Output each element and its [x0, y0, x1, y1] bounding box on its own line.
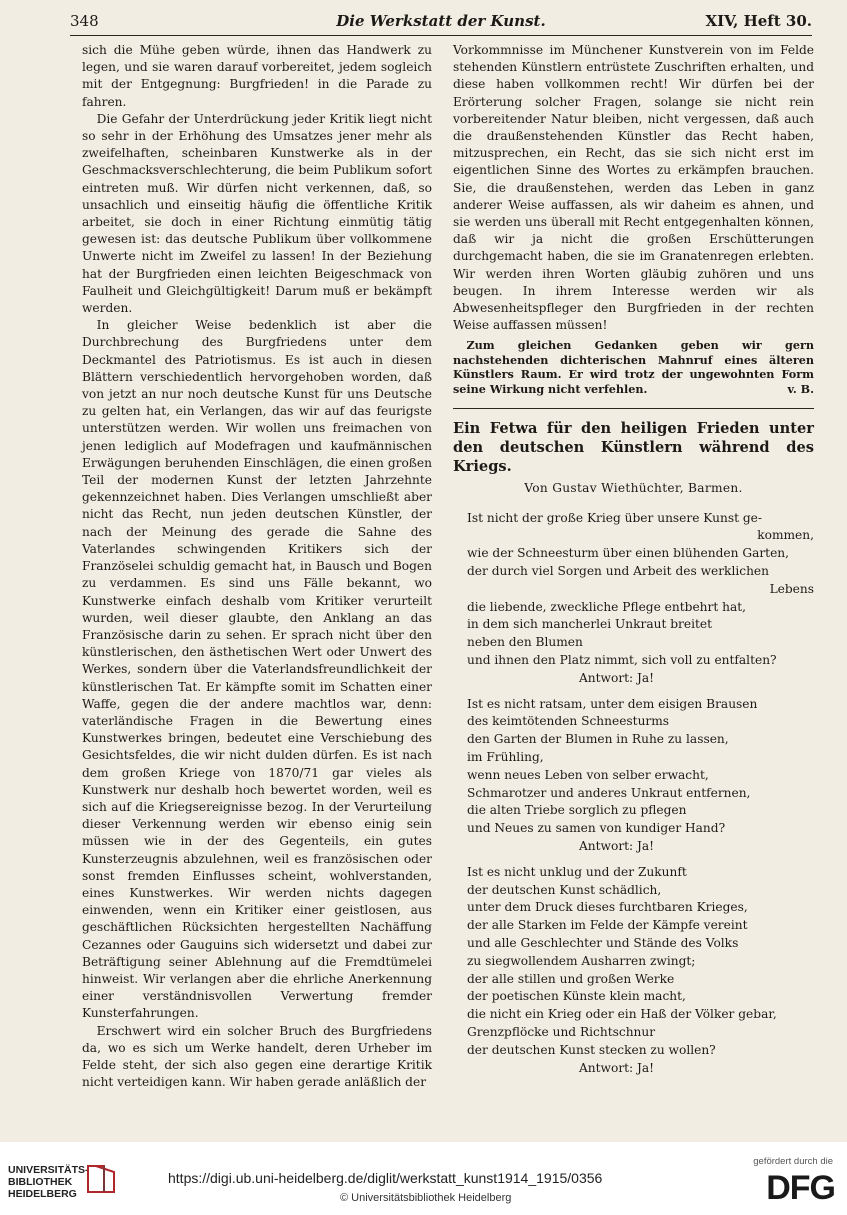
- poem-line: und alle Geschlechter und Stände des Volks: [467, 935, 739, 950]
- poem-line: die liebende, zweckliche Pflege entbehrt hat,: [467, 599, 746, 614]
- copyright-text: © Universitätsbibliothek Heidelberg: [340, 1192, 512, 1204]
- poem-line: Lebens: [769, 581, 814, 596]
- poem-line: Ist es nicht unklug und der Zukunft: [467, 864, 687, 879]
- poem-stanza: [453, 510, 814, 688]
- page-number: 348: [70, 12, 99, 30]
- poem-answer: Antwort: Ja!: [579, 839, 655, 853]
- poem-line: und ihnen den Platz nimmt, sich voll zu entfalten?: [467, 653, 777, 668]
- poem-line: Schmarotzer und anderes Unkraut entfernen,: [467, 785, 751, 800]
- viewer-footer: [0, 1142, 847, 1215]
- running-header: [70, 10, 812, 32]
- poem-line: des keimtötenden Schneesturms: [467, 714, 670, 729]
- note-signature: v. B.: [787, 381, 814, 396]
- poem-answer: Antwort: Ja!: [579, 670, 655, 685]
- poem-line: kommen,: [757, 528, 814, 543]
- poem-line: der durch viel Sorgen und Arbeit des werklichen: [467, 564, 769, 579]
- poem-line: der deutschen Kunst stecken zu wollen?: [467, 1042, 716, 1057]
- section-divider: [453, 408, 814, 409]
- paragraph: Vorkommnisse im Münchener Kunstverein von im Felde stehenden Künstlern entrüstete Zuschriften erhalten, und diese haben vollkommen recht! Wir dürfen bei der Erörterung solcher Fragen, solange sie nicht rein vorbereitender Natur bleiben, nicht vergessen, daß auch die draußenstehenden Künstler das Recht haben, mitzusprechen, ein Recht, das sie sich nicht erst im eigentlichen Sinne des Wortes zu erkämpfen brauchen. Sie, die draußenstehen, werden das Leben in ganz anderer Weise auffassen, als wir daheim es ahnen, und sie werden uns überall mit Recht entgegenhalten können, daß wir ja nicht die großen Erschütterungen durchgemacht haben, die sie im Granatenregen erlebten. Wir werden ihren Worten gläubig zuhören und uns beugen. In ihrem Interesse werden wir als Abwesenheitspfleger den Burgfrieden in der rechten Weise auffassen müssen!: [453, 43, 814, 333]
- poem-line: Ist es nicht ratsam, unter dem eisigen Brausen: [467, 696, 758, 711]
- poem-line: die alten Triebe sorglich zu pflegen: [467, 803, 687, 818]
- library-logo-icon: [86, 1162, 118, 1196]
- editor-note: [453, 338, 814, 396]
- page-url-link[interactable]: https://digi.ub.uni-heidelberg.de/diglit/werkstatt_kunst1914_1915/0356: [168, 1170, 603, 1186]
- issue-label: XIV, Heft 30.: [705, 12, 812, 30]
- poem-line: und Neues zu samen von kundiger Hand?: [467, 821, 726, 836]
- poem-stanza: [453, 864, 814, 1078]
- poem-line: wie der Schneesturm über einen blühenden Garten,: [467, 546, 790, 561]
- poem-line: Grenzpflöcke und Richtschnur: [467, 1024, 656, 1039]
- funding-caption: gefördert durch die: [753, 1156, 833, 1167]
- paragraph: Die Gefahr der Unterdrückung jeder Kritik liegt nicht so sehr in der Erhöhung des Umsatzes jener mehr als zweifelhaften, scheinbaren Kunstwerke als in der Geschmacksverschlechterung, die beim Publikum sofort eintreten muß. Wir dürfen nicht verkennen, daß, so unsachlich und einseitig häufig die öffentliche Kritik arbeitet, sie doch in einer Richtung einmütig tätig gewesen ist: das deutsche Publikum über vollkommene Unwerte nicht im Zweifel zu lassen! In der Beziehung hat der Burgfrieden einen leichten Beigeschmack von Faulheit und Gleichgültigkeit! Darum muß er bekämpft werden.: [82, 111, 432, 316]
- right-column: [453, 42, 814, 1085]
- poem-line: in dem sich mancherlei Unkraut breitet: [467, 617, 712, 632]
- poem-line: die nicht ein Krieg oder ein Haß der Völker gebar,: [467, 1007, 777, 1022]
- header-rule: [70, 35, 812, 36]
- poem-line: der poetischen Künste klein macht,: [467, 989, 686, 1004]
- note-text: Zum gleichen Gedanken geben wir gern nachstehenden dichterischen Mahnruf eines älteren Künstlers Raum. Er wird trotz der ungewohnten Form seine Wirkung nicht verfehlen.: [453, 338, 814, 396]
- poem-stanza: [453, 696, 814, 856]
- dfg-logo[interactable]: DFG: [766, 1169, 835, 1207]
- journal-title: Die Werkstatt der Kunst.: [336, 12, 546, 30]
- poem-line: Ist nicht der große Krieg über unsere Kunst ge-: [467, 510, 762, 525]
- poem-line: der alle stillen und großen Werke: [467, 971, 675, 986]
- left-column: [82, 42, 432, 1091]
- library-name[interactable]: UNIVERSITÄTS- BIBLIOTHEK HEIDELBERG: [8, 1164, 89, 1200]
- poem-answer: Antwort: Ja!: [579, 1060, 655, 1075]
- poem-line: der deutschen Kunst schädlich,: [467, 882, 662, 897]
- poem-line: der alle Starken im Felde der Kämpfe vereint: [467, 918, 748, 933]
- paragraph: Erschwert wird ein solcher Bruch des Burgfriedens da, wo es sich um Werke handelt, deren Urheber im Felde steht, der sich also gegen eine derartige Kritik nicht verteidigen kann. Wir haben gerade anläßlich der: [82, 1023, 432, 1090]
- poem-stanzas: [453, 510, 814, 1078]
- poem-author: Von Gustav Wiethüchter, Barmen.: [524, 481, 743, 496]
- poem-line: im Frühling,: [467, 750, 544, 765]
- poem-title: Ein Fetwa für den heiligen Frieden unter den deutschen Künstlern während des Kriegs.: [453, 420, 814, 476]
- poem-line: den Garten der Blumen in Ruhe zu lassen,: [467, 732, 729, 747]
- poem-line: wenn neues Leben von selber erwacht,: [467, 767, 709, 782]
- poem-line: unter dem Druck dieses furchtbaren Krieges,: [467, 900, 748, 915]
- paragraph: In gleicher Weise bedenklich ist aber die Durchbrechung des Burgfriedens unter dem Deckmantel des Patriotismus. Es ist auch in diesen Blättern verschiedentlich hervorgehoben worden, daß von jetzt an nur noch deutsche Kunst für uns Deutsche zu gelten hat, ein Verlangen, das wir auf das feurigste unterstützen werden. Wir wollen uns freimachen von jenen lediglich auf Modefragen und kaufmännischen Erwägungen beruhenden Einschlägen, die einen großen Teil der modernen Kunst der letzten Jahrzehnte gekennzeichnet haben. Dies Verlangen umschließt aber nicht das Recht, nun jeden deutschen Künstler, der nach der Meinung des gerade die Sahne des Vaterlandes schwingenden Kritikers sich der Französelei schuldig gemacht hat, in Bausch und Bogen zu verdammen. Es sind uns Fälle bekannt, wo Kunstwerke einfach deshalb vom Kritiker verurteilt wurden, weil dieser glaubte, den Anklang an das Französische darin zu sehen. Er sprach nicht über den künstlerischen, den ästhetischen Wert oder Unwert des Werkes, sondern über die Vaterlandsfreundlichkeit der künstlerischen Tat. Er kämpfte somit im Schatten einer Waffe, gegen die der andere machtlos war, denn: vaterländische Fragen in die Bewertung eines Kunstwerkes bringen, bedeutet eine Verschiebung des Gesichtsfeldes, die wir nicht dulden dürfen. Es ist nach dem großen Kriege von 1870/71 gar vieles als Kunstwerk nur deshalb hoch bewertet worden, weil es sich auf die Kriegsereignisse bezog. In der Verurteilung dieser Verkennung werden wir ebenso einig sein müssen wie in der des Gegenteils, ein gutes Kunsterzeugnis abzulehnen, weil es französischen oder sonst fremden Einflusses scheint, wohlverstanden, eines Kunstwerkes. Wir werden nichts dagegen einwenden, wenn ein Kritiker einer geistlosen, aus geschäftlichen Rücksichten hergestellten Nachäffung Cezannes oder Gauguins sich widersetzt und dabei zur Beträftigung seiner Ablehnung auf die Fremdtümelei hinweist. Wir verlangen aber die ehrliche Anerkennung einer verständnisvollen Verwertung fremder Kunsterfahrungen.: [82, 318, 432, 1021]
- poem-line: zu siegwollendem Ausharren zwingt;: [467, 953, 696, 968]
- paragraph: sich die Mühe geben würde, ihnen das Handwerk zu legen, und sie waren darauf vorbereitet, jedem sogleich mit der Entgegnung: Burgfrieden! in die Parade zu fahren.: [82, 43, 432, 109]
- poem-line: neben den Blumen: [467, 635, 583, 650]
